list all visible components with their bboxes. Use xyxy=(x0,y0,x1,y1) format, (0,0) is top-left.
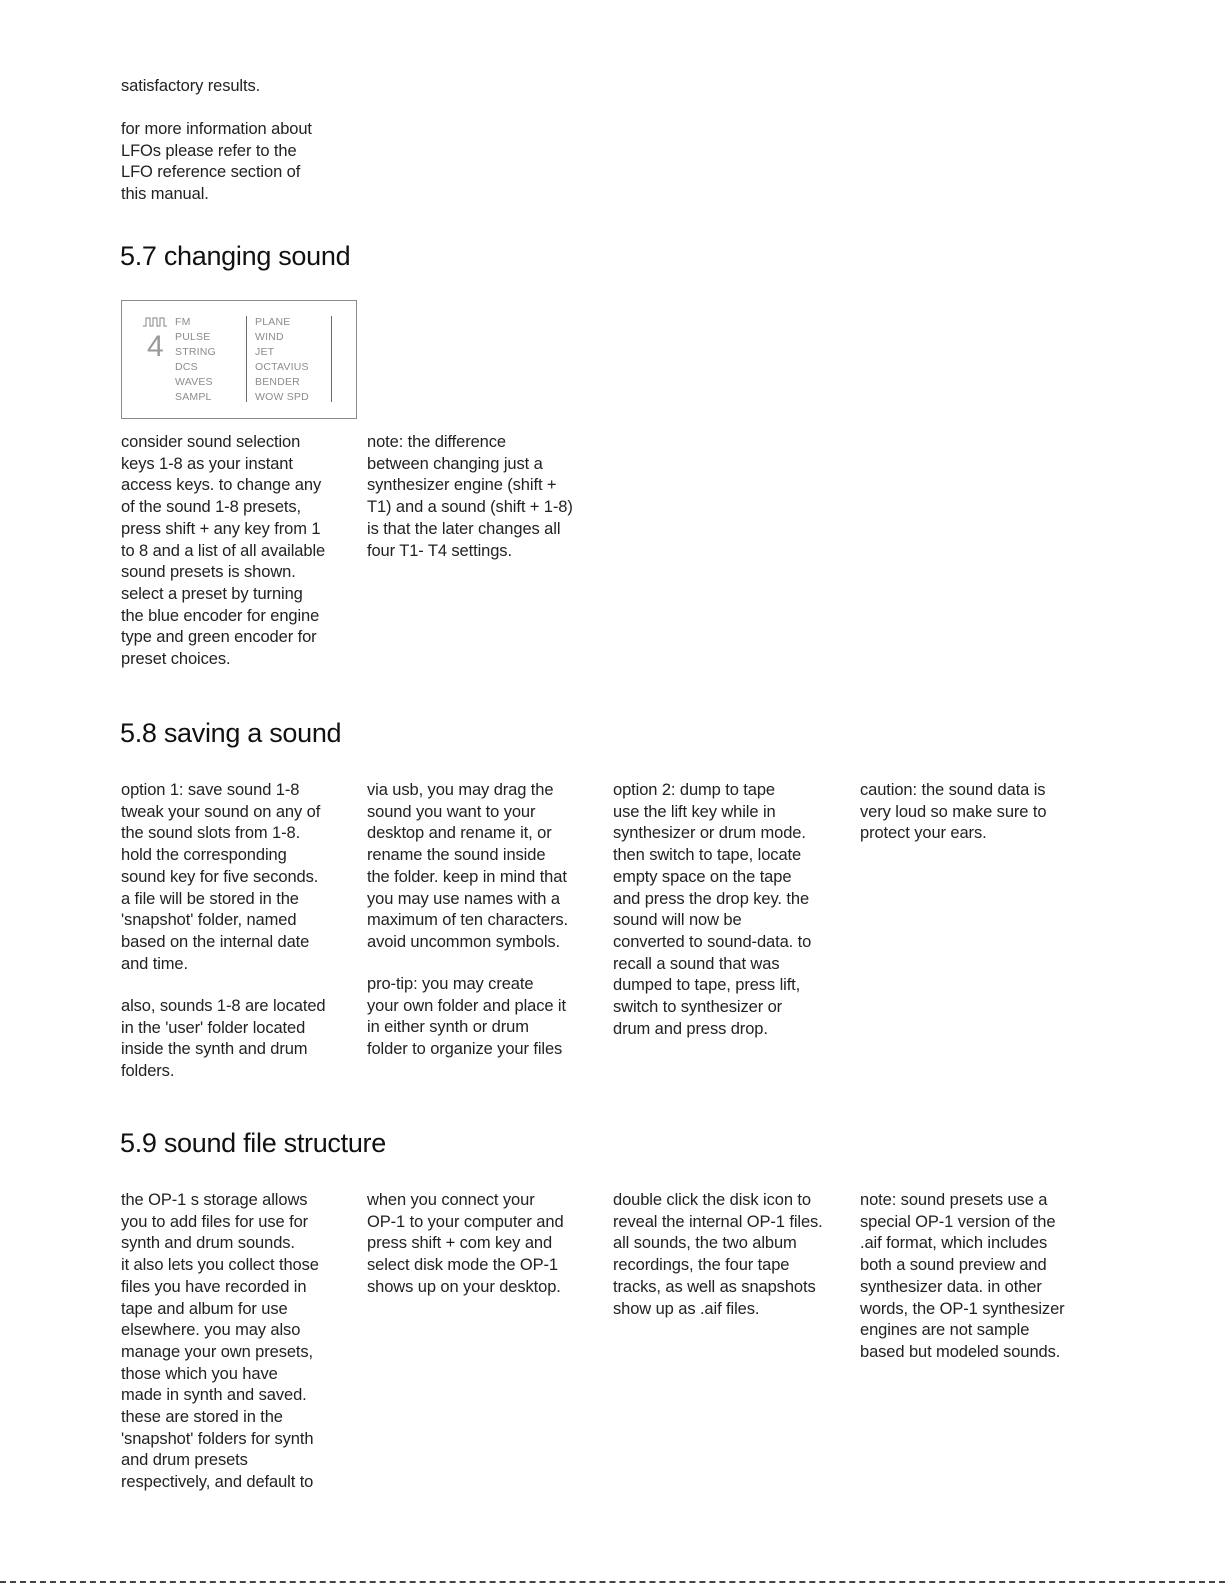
preset-item: BENDER xyxy=(255,376,300,388)
paragraph-sound-selection: consider sound selection keys 1-8 as your instant access keys. to change any of the sound 1-8 presets, press shift + any key from 1 to 8 and a list of all available sound presets is shown. select a preset by turning the blue encoder for engine type and green encoder for preset choices. xyxy=(121,433,326,669)
waveform-icon xyxy=(142,315,170,329)
paragraph-note-aif: note: sound presets use a special OP-1 version of the .aif format, which includes both a sound preview and synthesizer data. in other words, the OP-1 synthesizer engines are not sample based but modeled sounds. xyxy=(860,1191,1065,1361)
preset-item: WOW SPD xyxy=(255,391,309,403)
paragraph-option-1: option 1: save sound 1-8 tweak your sound on any of the sound slots from 1-8. hold the corresponding sound key for five seconds. a file will be stored in the 'snapshot' folder, named based on the internal date and time. xyxy=(121,781,321,973)
preset-item: PLANE xyxy=(255,316,291,328)
screen-divider-right xyxy=(331,316,332,402)
section-title-saving-sound: 5.8 saving a sound xyxy=(120,718,342,748)
screen-divider-left xyxy=(246,316,247,402)
preset-item: JET xyxy=(255,346,275,358)
engine-item: STRING xyxy=(175,346,216,358)
paragraph-lfo-reference: for more information about LFOs please refer to the LFO reference section of this manual. xyxy=(121,120,312,204)
engine-item: PULSE xyxy=(175,331,211,343)
preset-list xyxy=(255,315,309,405)
paragraph-storage: the OP-1 s storage allows you to add files for use for synth and drum sounds. it also lets you collect those files you have recorded in tape and album for use elsewhere. you may also manage your own presets, those which you have made in synth and saved. these are stored in the 'snapshot' folders for synth and drum presets respectively, and default to xyxy=(121,1191,319,1492)
engine-item: FM xyxy=(175,316,191,328)
preset-item: OCTAVIUS xyxy=(255,361,309,373)
section-title-changing-sound: 5.7 changing sound xyxy=(120,241,351,271)
paragraph-pro-tip: pro-tip: you may create your own folder and place it in either synth or drum folder to organize your files xyxy=(367,975,566,1059)
page-bottom-divider xyxy=(0,1581,1225,1583)
op1-sound-selection-screen xyxy=(121,300,357,419)
paragraph-connect: when you connect your OP-1 to your computer and press shift + com key and select disk mode the OP-1 shows up on your desktop. xyxy=(367,1191,564,1296)
engine-item: SAMPL xyxy=(175,391,212,403)
paragraph-user-folder: also, sounds 1-8 are located in the 'user' folder located inside the synth and drum folders. xyxy=(121,997,326,1081)
paragraph-caution: caution: the sound data is very loud so make sure to protect your ears. xyxy=(860,781,1047,843)
engine-item: DCS xyxy=(175,361,198,373)
sound-slot-number: 4 xyxy=(147,330,164,363)
paragraph-disk-icon: double click the disk icon to reveal the internal OP-1 files. all sounds, the two album recordings, the four tape tracks, as well as snapshots show up as .aif files. xyxy=(613,1191,823,1318)
paragraph-note-difference: note: the difference between changing just a synthesizer engine (shift + T1) and a sound (shift + 1-8) is that the later changes all four T1- T4 settings. xyxy=(367,433,573,560)
paragraph-via-usb: via usb, you may drag the sound you want to your desktop and rename it, or rename the sound inside the folder. keep in mind that you may use names with a maximum of ten characters. avoid uncommon symbols. xyxy=(367,781,568,951)
paragraph-option-2: option 2: dump to tape use the lift key while in synthesizer or drum mode. then switch to tape, locate empty space on the tape and press the drop key. the sound will now be converted to sound-data. to recall a sound that was dumped to tape, press lift, switch to synthesizer or drum and press drop. xyxy=(613,781,812,1038)
preset-item: WIND xyxy=(255,331,284,343)
engine-item: WAVES xyxy=(175,376,213,388)
paragraph-satisfactory-results: satisfactory results. xyxy=(121,77,261,95)
section-title-sound-file-structure: 5.9 sound file structure xyxy=(120,1128,386,1158)
engine-list xyxy=(175,315,216,405)
